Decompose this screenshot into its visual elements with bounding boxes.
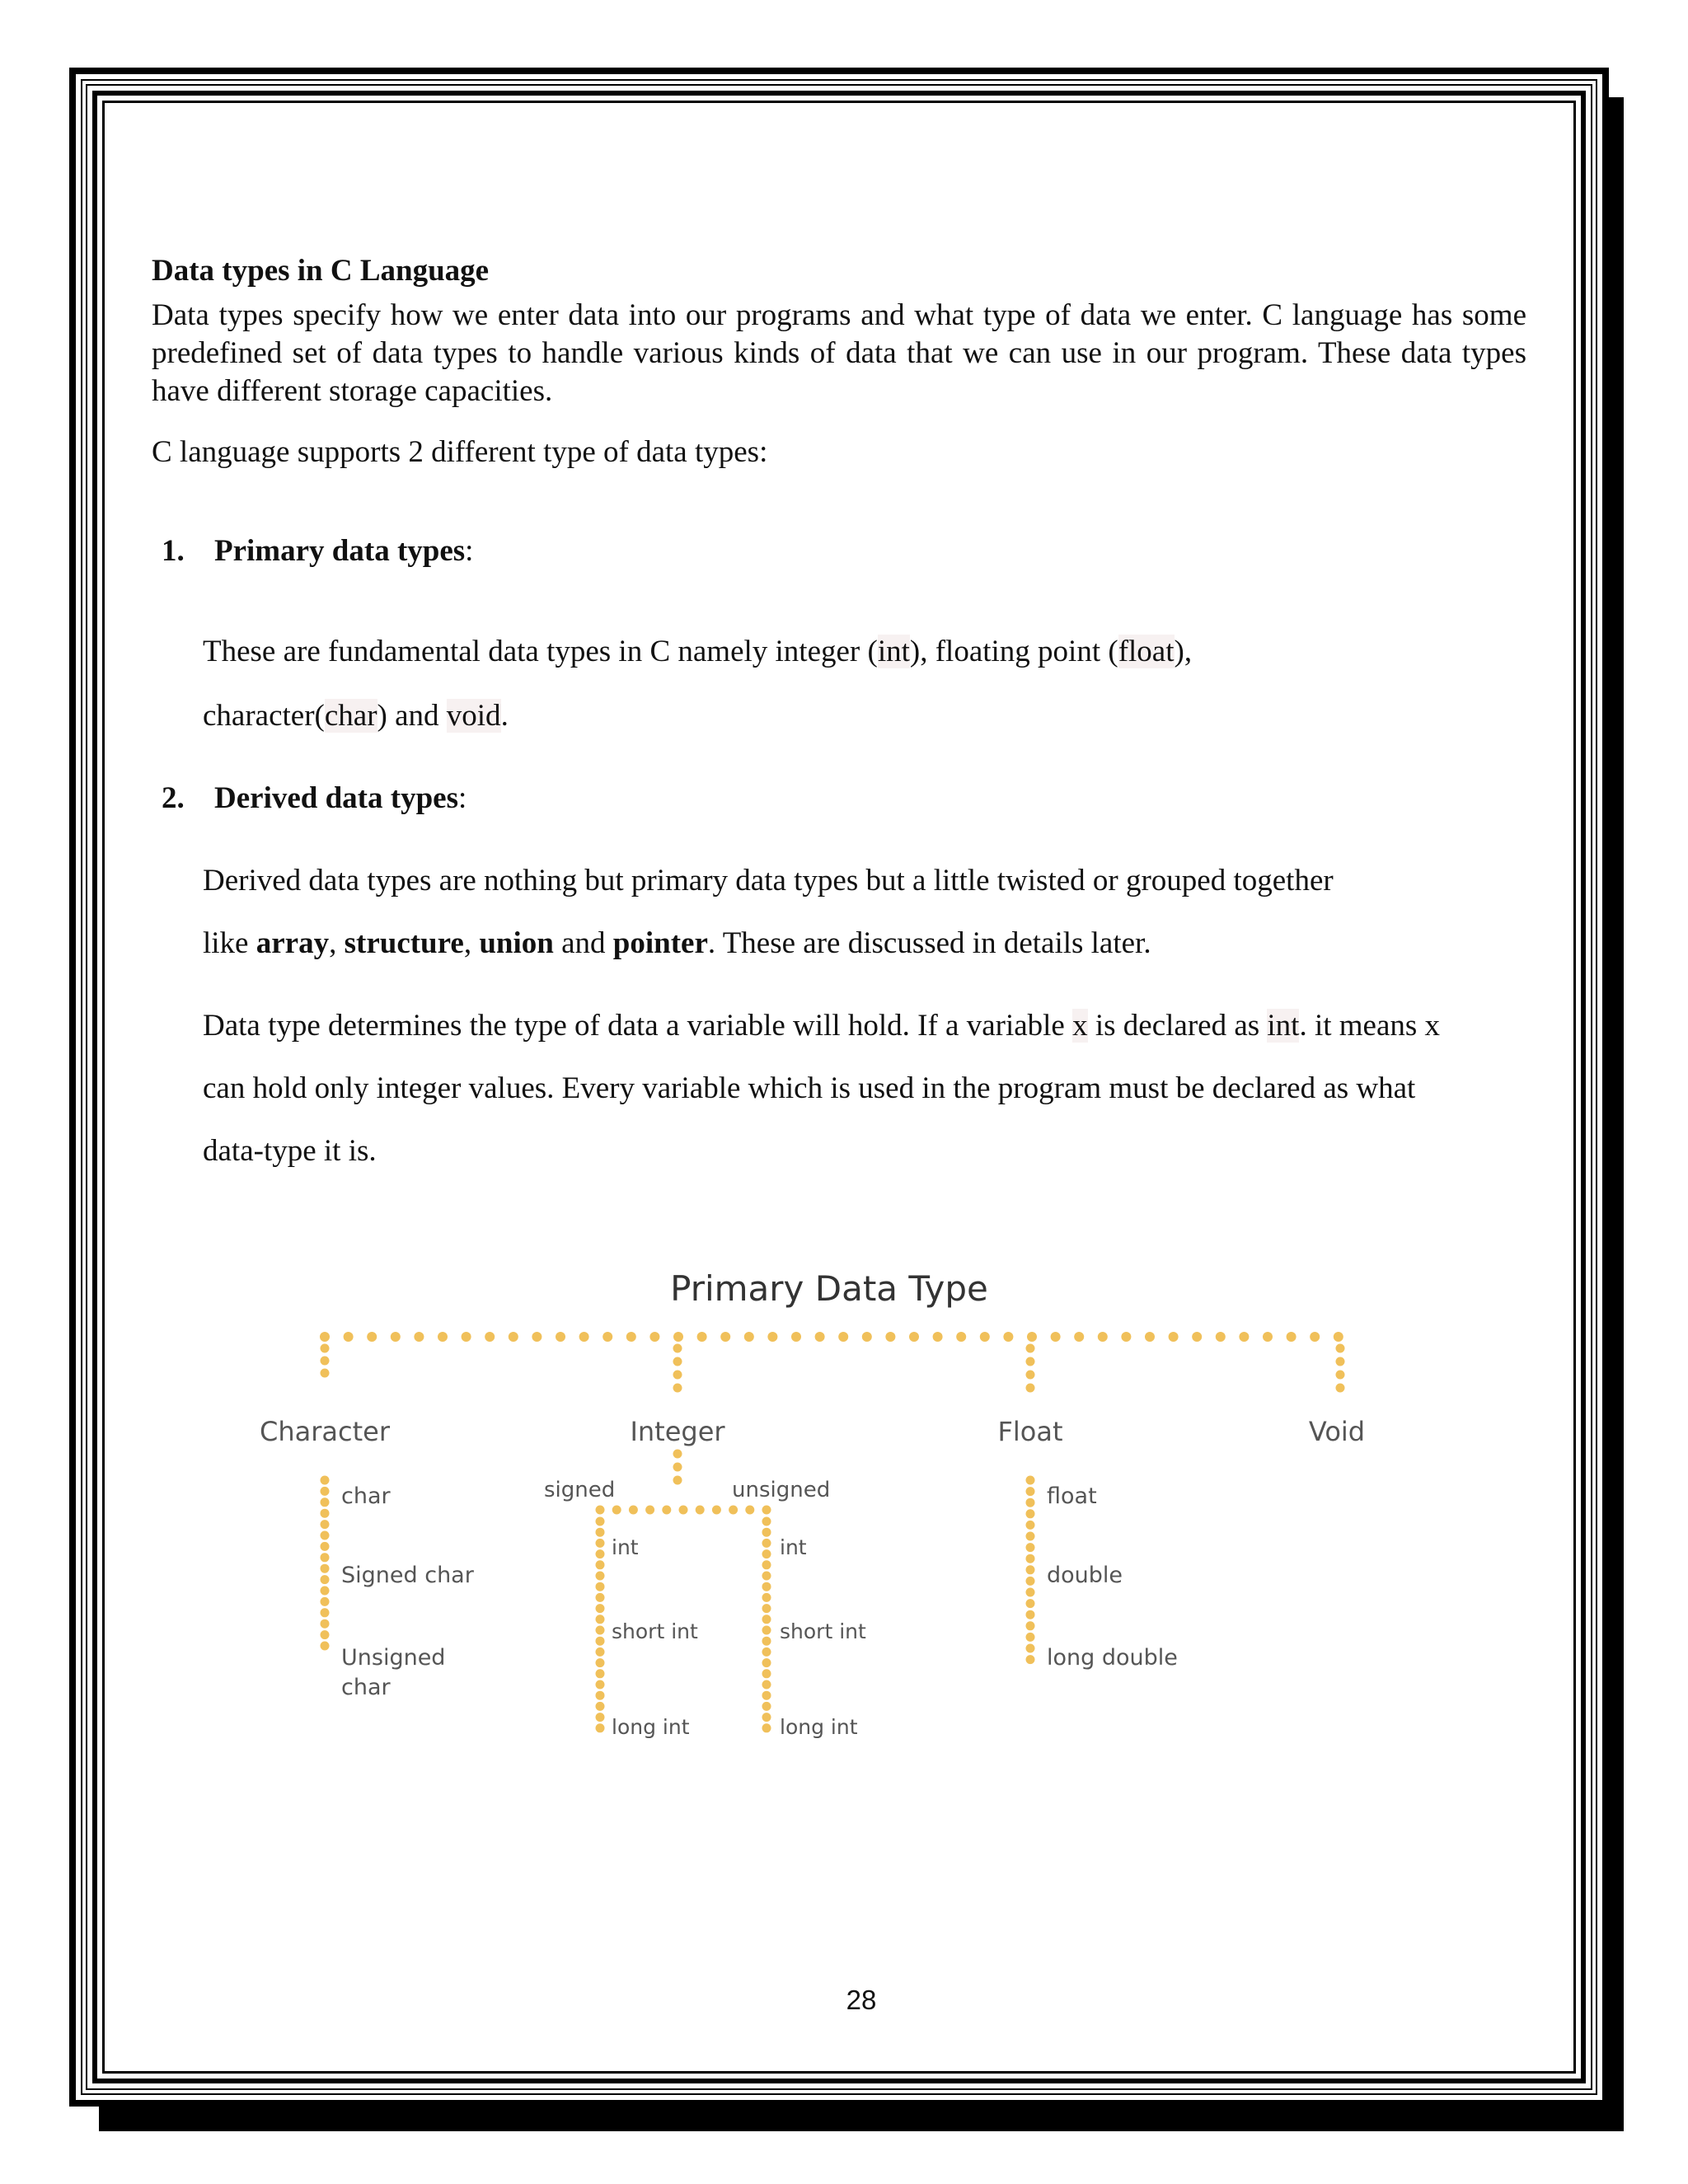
signed-item-short-int: short int <box>612 1619 698 1643</box>
connector-dot <box>438 1332 448 1342</box>
connector-dot <box>1051 1332 1061 1342</box>
connector-dot <box>596 1702 605 1711</box>
connector-dot <box>596 1517 605 1526</box>
connector-dot <box>612 1506 621 1515</box>
connector-dot <box>596 1669 605 1678</box>
connector-dot <box>414 1332 424 1342</box>
derived-description-line-1: Derived data types are nothing but primary data types but a little twisted or grouped together <box>203 864 1334 898</box>
connector-dot <box>1121 1332 1131 1342</box>
connector-dot <box>596 1582 605 1591</box>
supports-sentence: C language supports 2 different type of data types: <box>152 435 768 469</box>
connector-dot <box>762 1549 771 1558</box>
category-float: Float <box>997 1416 1063 1447</box>
connector-dot <box>1336 1357 1345 1366</box>
integer-branch-unsigned: unsigned <box>732 1478 831 1502</box>
text-run: ), <box>1174 635 1193 668</box>
connector-dot <box>532 1332 542 1342</box>
connector-dot <box>596 1647 605 1657</box>
character-item-signed-char: Signed char <box>341 1563 474 1588</box>
connector-dot <box>321 1630 330 1639</box>
connector-dot <box>673 1344 682 1353</box>
diagram-dotted-connectors <box>320 1332 1345 1732</box>
connector-dot <box>762 1539 771 1548</box>
section-heading: Data types in C Language <box>152 254 490 288</box>
connector-dot <box>885 1332 895 1342</box>
connector-dot <box>1026 1371 1035 1380</box>
term-union: union <box>479 926 554 960</box>
text-run: These are fundamental data types in C namely integer ( <box>203 635 878 668</box>
connector-dot <box>1026 1344 1035 1353</box>
connector-dot <box>321 1344 330 1353</box>
list-colon: : <box>465 534 474 568</box>
connector-dot <box>321 1586 330 1596</box>
connector-dot <box>1026 1577 1035 1586</box>
connector-dot <box>596 1539 605 1548</box>
category-integer: Integer <box>630 1416 725 1447</box>
connector-dot <box>1026 1621 1035 1630</box>
connector-dot <box>862 1332 872 1342</box>
connector-dot <box>762 1604 771 1613</box>
connector-dot <box>603 1332 612 1342</box>
code-char: char <box>324 699 377 733</box>
character-item-unsigned: Unsigned <box>341 1645 446 1671</box>
connector-dot <box>980 1332 990 1342</box>
connector-dot <box>673 1463 682 1472</box>
connector-dot <box>838 1332 848 1342</box>
connector-dot <box>1026 1476 1035 1485</box>
term-array: array <box>256 926 330 960</box>
connector-dot <box>1026 1357 1035 1366</box>
text-run: like <box>203 926 256 960</box>
list-number: 1. <box>162 534 185 568</box>
connector-dot <box>762 1691 771 1700</box>
text-run: . These are discussed in details later. <box>707 926 1151 960</box>
connector-dot <box>596 1560 605 1569</box>
connector-dot <box>762 1626 771 1635</box>
connector-dot <box>673 1476 682 1485</box>
connector-dot <box>762 1560 771 1569</box>
datatype-paragraph-line-3: data-type it is. <box>203 1134 377 1168</box>
text-run: , <box>463 926 480 960</box>
connector-dot <box>1026 1644 1035 1653</box>
connector-dot <box>596 1713 605 1722</box>
connector-dot <box>320 1332 330 1342</box>
list-title: Primary data types <box>214 534 466 568</box>
connector-dot <box>1026 1509 1035 1518</box>
connector-dot <box>673 1371 682 1380</box>
connector-dot <box>629 1506 638 1515</box>
connector-dot <box>762 1723 771 1732</box>
connector-dot <box>321 1357 330 1366</box>
connector-dot <box>596 1723 605 1732</box>
connector-dot <box>1192 1332 1202 1342</box>
character-item-unsigned-char: char <box>341 1675 391 1700</box>
connector-dot <box>1026 1565 1035 1574</box>
float-item-double: double <box>1047 1563 1123 1588</box>
connector-dot <box>1310 1332 1320 1342</box>
list-title: Derived data types <box>214 781 458 815</box>
connector-dot <box>1026 1599 1035 1608</box>
connector-dot <box>720 1332 730 1342</box>
connector-dot <box>762 1658 771 1667</box>
connector-dot <box>321 1597 330 1606</box>
connector-dot <box>744 1332 754 1342</box>
text-run: is declared as <box>1087 1009 1268 1043</box>
connector-dot <box>933 1332 943 1342</box>
connector-dot <box>645 1506 654 1515</box>
connector-dot <box>596 1691 605 1700</box>
connector-dot <box>596 1506 605 1515</box>
connector-dot <box>1169 1332 1179 1342</box>
connector-dot <box>462 1332 471 1342</box>
character-item-char: char <box>341 1483 391 1509</box>
connector-dot <box>1026 1588 1035 1597</box>
connector-dot <box>1336 1371 1345 1380</box>
connector-dot <box>697 1332 707 1342</box>
connector-dot <box>696 1506 705 1515</box>
connector-dot <box>1074 1332 1084 1342</box>
connector-dot <box>596 1593 605 1602</box>
connector-dot <box>556 1332 565 1342</box>
connector-dot <box>596 1615 605 1624</box>
connector-dot <box>673 1332 683 1342</box>
connector-dot <box>1026 1655 1035 1664</box>
connector-dot <box>1026 1521 1035 1530</box>
connector-dot <box>344 1332 354 1342</box>
connector-dot <box>815 1332 825 1342</box>
list-number: 2. <box>162 781 185 815</box>
connector-dot <box>1027 1332 1037 1342</box>
text-run: and <box>553 926 613 960</box>
text-run: character( <box>203 699 325 733</box>
float-item-long-double: long double <box>1047 1645 1178 1671</box>
connector-dot <box>321 1642 330 1651</box>
connector-dot <box>649 1332 659 1342</box>
connector-dot <box>321 1564 330 1573</box>
connector-dot <box>762 1615 771 1624</box>
connector-dot <box>1287 1332 1296 1342</box>
text-run: . it means x <box>1299 1009 1441 1043</box>
connector-dot <box>762 1680 771 1690</box>
connector-dot <box>712 1506 721 1515</box>
connector-dot <box>596 1680 605 1690</box>
connector-dot <box>762 1517 771 1526</box>
connector-dot <box>762 1593 771 1602</box>
connector-dot <box>1098 1332 1108 1342</box>
code-float: float <box>1118 635 1175 668</box>
connector-dot <box>391 1332 401 1342</box>
connector-dot <box>321 1520 330 1529</box>
code-void: void <box>446 699 501 733</box>
text-run: Data type determines the type of data a variable will hold. If a variable <box>203 1009 1073 1043</box>
connector-dot <box>321 1509 330 1518</box>
text-run: ), floating point ( <box>909 635 1118 668</box>
text-run: ) and <box>377 699 447 733</box>
connector-dot <box>679 1506 688 1515</box>
signed-item-int: int <box>612 1535 639 1559</box>
float-item-float: float <box>1047 1483 1097 1509</box>
term-structure: structure <box>344 926 464 960</box>
code-x: x <box>1072 1009 1088 1043</box>
unsigned-item-long-int: long int <box>780 1715 858 1739</box>
connector-dot <box>956 1332 966 1342</box>
unsigned-item-int: int <box>780 1535 807 1559</box>
connector-dot <box>1336 1384 1345 1393</box>
connector-dot <box>596 1572 605 1581</box>
connector-dot <box>321 1575 330 1584</box>
connector-dot <box>596 1626 605 1635</box>
connector-dot <box>909 1332 919 1342</box>
text-run: . <box>500 699 509 733</box>
signed-item-long-int: long int <box>612 1715 690 1739</box>
connector-dot <box>1003 1332 1013 1342</box>
connector-dot <box>596 1658 605 1667</box>
connector-dot <box>673 1450 682 1459</box>
connector-dot <box>1145 1332 1155 1342</box>
connector-dot <box>321 1553 330 1562</box>
connector-dot <box>321 1497 330 1507</box>
connector-dot <box>745 1506 754 1515</box>
term-pointer: pointer <box>612 926 708 960</box>
connector-dot <box>673 1384 682 1393</box>
code-int: int <box>877 635 910 668</box>
connector-dot <box>596 1604 605 1613</box>
connector-dot <box>762 1713 771 1722</box>
connector-dot <box>1026 1487 1035 1496</box>
list-colon: : <box>457 781 467 815</box>
diagram-title: Primary Data Type <box>670 1268 988 1309</box>
connector-dot <box>626 1332 636 1342</box>
connector-dot <box>321 1608 330 1617</box>
connector-dot <box>762 1647 771 1657</box>
connector-dot <box>762 1506 771 1515</box>
connector-dot <box>762 1582 771 1591</box>
connector-dot <box>596 1637 605 1646</box>
connector-dot <box>1334 1332 1343 1342</box>
connector-dot <box>1239 1332 1249 1342</box>
connector-dot <box>1026 1554 1035 1563</box>
connector-dot <box>762 1572 771 1581</box>
connector-dot <box>596 1549 605 1558</box>
connector-dot <box>321 1542 330 1551</box>
category-void: Void <box>1308 1416 1366 1447</box>
connector-dot <box>321 1531 330 1540</box>
connector-dot <box>1026 1633 1035 1642</box>
page-number: 28 <box>846 1985 877 2015</box>
connector-dot <box>662 1506 671 1515</box>
connector-dot <box>1216 1332 1226 1342</box>
connector-dot <box>1026 1532 1035 1541</box>
connector-dot <box>1026 1543 1035 1552</box>
connector-dot <box>321 1619 330 1629</box>
connector-dot <box>1336 1344 1345 1353</box>
connector-dot <box>762 1637 771 1646</box>
connector-dot <box>321 1476 330 1485</box>
connector-dot <box>673 1357 682 1366</box>
category-character: Character <box>260 1416 390 1447</box>
connector-dot <box>485 1332 495 1342</box>
connector-dot <box>321 1487 330 1496</box>
connector-dot <box>509 1332 518 1342</box>
connector-dot <box>791 1332 801 1342</box>
connector-dot <box>579 1332 589 1342</box>
connector-dot <box>729 1506 738 1515</box>
connector-dot <box>1026 1498 1035 1507</box>
connector-dot <box>762 1702 771 1711</box>
connector-dot <box>596 1528 605 1537</box>
connector-dot <box>762 1669 771 1678</box>
text-run: , <box>329 926 345 960</box>
connector-dot <box>767 1332 777 1342</box>
connector-dot <box>1026 1610 1035 1619</box>
code-int: int <box>1267 1009 1300 1043</box>
integer-branch-signed: signed <box>544 1478 616 1502</box>
connector-dot <box>762 1528 771 1537</box>
datatype-paragraph-line-2: can hold only integer values. Every variable which is used in the program must be declared as what <box>203 1071 1416 1105</box>
connector-dot <box>321 1369 330 1378</box>
intro-paragraph: Data types specify how we enter data into our programs and what type of data we enter. C language has some predefined set of data types to handle various kinds of data that we can use in our program. These data types have different storage capacities. <box>152 298 1526 408</box>
connector-dot <box>1263 1332 1273 1342</box>
connector-dot <box>367 1332 377 1342</box>
connector-dot <box>1026 1384 1035 1393</box>
unsigned-item-short-int: short int <box>780 1619 866 1643</box>
